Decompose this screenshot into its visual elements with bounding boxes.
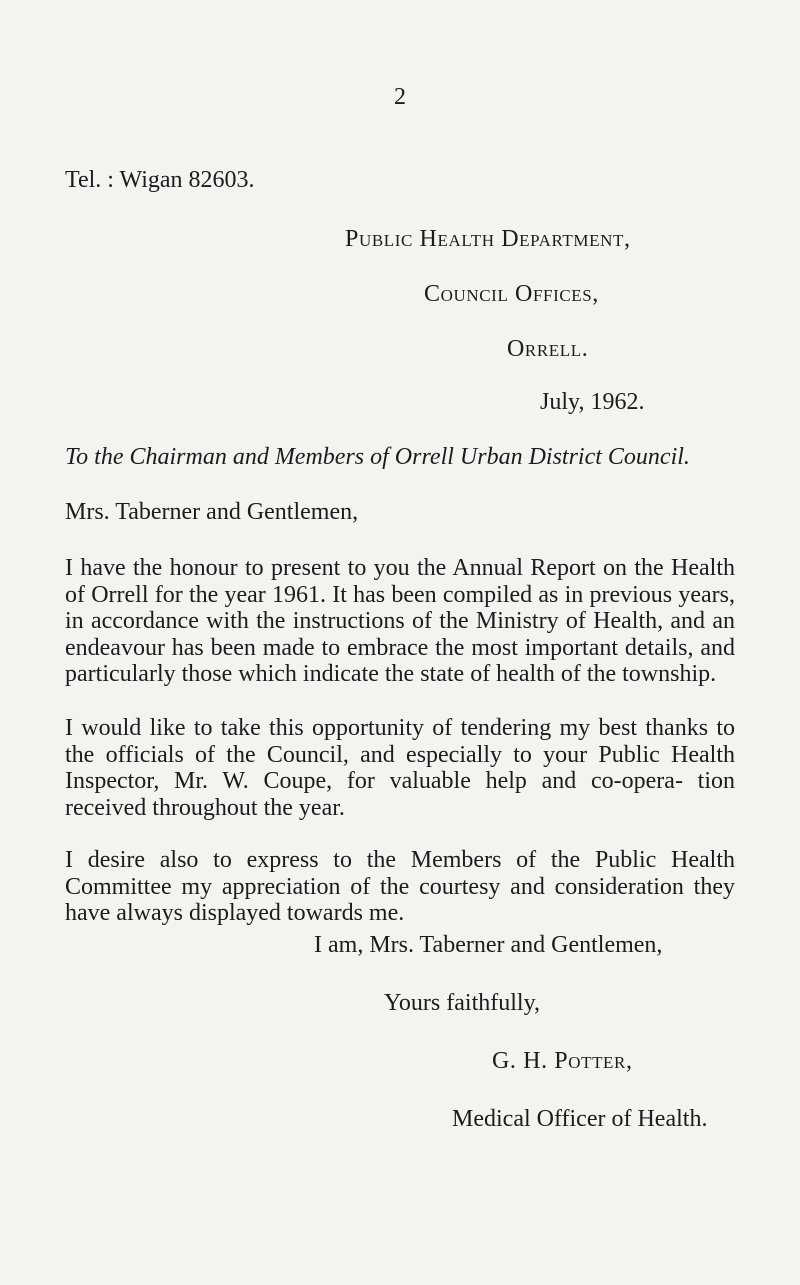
paragraph-1: I have the honour to present to you the Annual Report on the Health of Orrell for the year 1961. It has been compiled as in previous years, in accordance with the instructions of the Ministry of Health, and an endeavour has been made to embrace the most important details, and particularly those which indicate the state of health of the township.: [65, 555, 735, 687]
closing-line: I am, Mrs. Taberner and Gentlemen,: [314, 932, 663, 958]
letter-date: July, 1962.: [540, 389, 645, 415]
department-line: Public Health Department,: [345, 226, 631, 252]
salutation: Mrs. Taberner and Gentlemen,: [65, 499, 359, 525]
addressee: To the Chairman and Members of Orrell Urban District Council.: [65, 444, 690, 470]
signature-title: Medical Officer of Health.: [452, 1106, 708, 1132]
valediction: Yours faithfully,: [384, 990, 541, 1016]
offices-line: Council Offices,: [424, 281, 599, 307]
town-line: Orrell.: [507, 336, 589, 362]
paragraph-2: I would like to take this opportunity of tendering my best thanks to the officials of the Council, and especially to your Public Health Inspector, Mr. W. Coupe, for valuable help and co-opera- tion received throughout the year.: [65, 715, 735, 821]
telephone-line: Tel. : Wigan 82603.: [65, 167, 255, 193]
page-number: 2: [394, 84, 406, 110]
signature-name: G. H. Potter,: [492, 1048, 633, 1074]
paragraph-3: I desire also to express to the Members of the Public Health Committee my appreciation of the courtesy and consideration they have always displayed towards me.: [65, 847, 735, 926]
